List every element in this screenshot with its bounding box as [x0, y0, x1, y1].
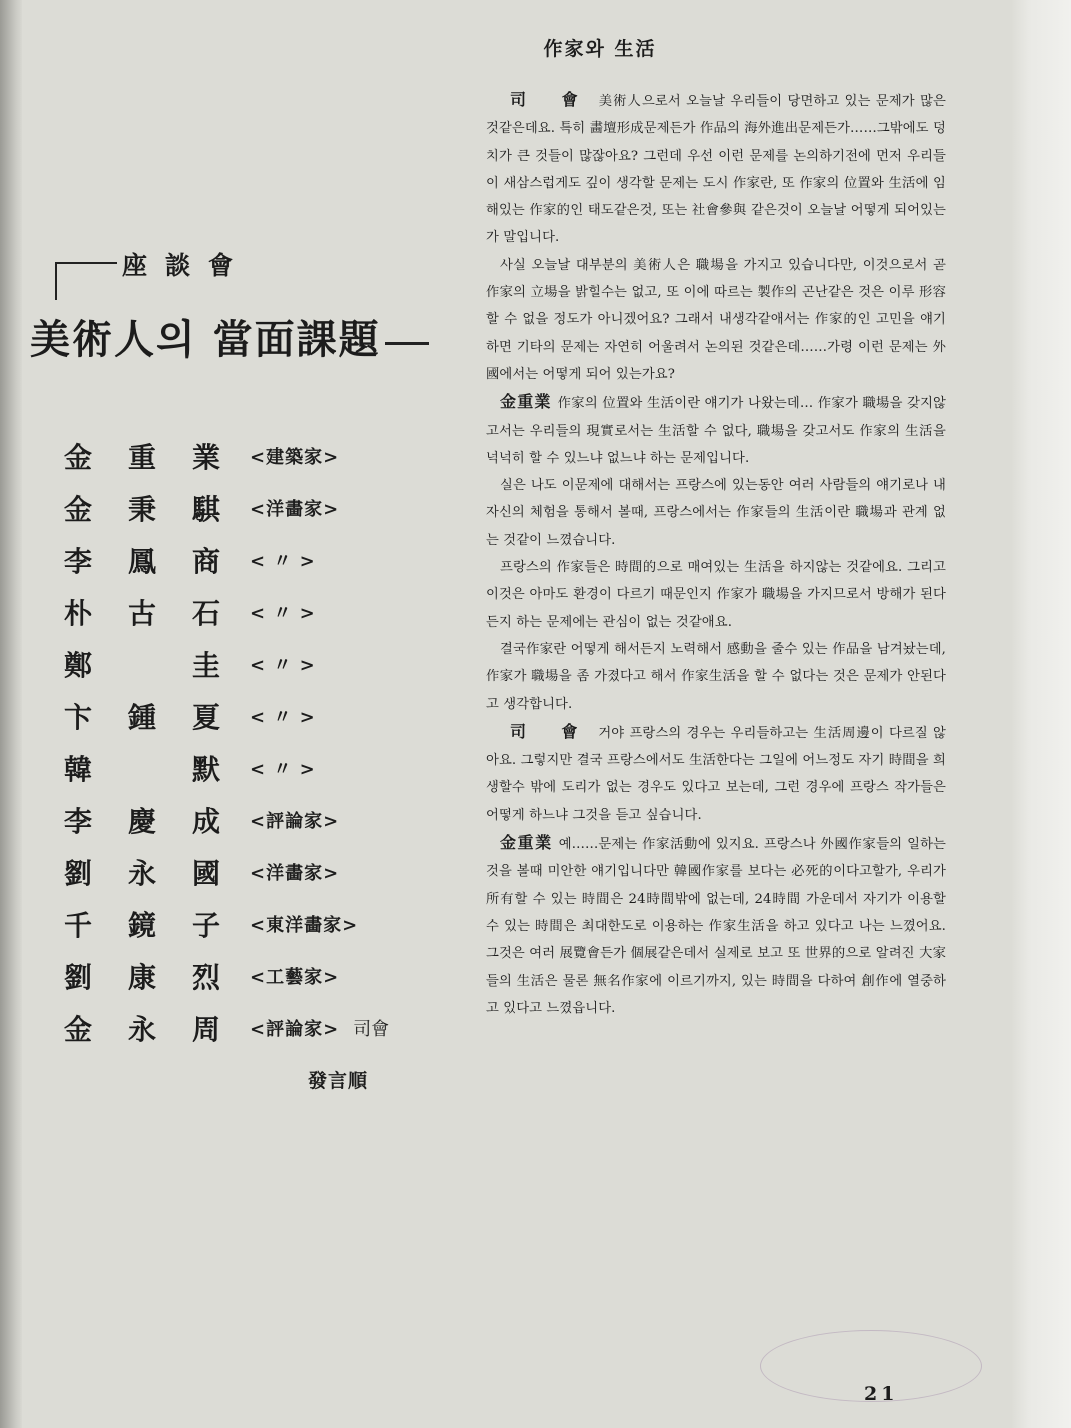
participant-name-char: 慶	[127, 805, 156, 838]
paragraph-text: 사실 오늘날 대부분의 美術人은 職場을 가지고 있습니다만, 이것으로서 곧 作家의 立場을 밝힐수는 없고, 또 이에 따르는 製作의 곤난같은 것은 이루 形容할 수 없을 정도가 아니겠어요? 그래서 내생각같애서는 作家的인 고민을 얘기하면 기타의 문제는 자연히 어울려서 논의된 것같은데……가령 이런 문제는 外國에서는 어떻게 되어 있는가요?	[486, 257, 946, 382]
participant-name-char: 夏	[191, 701, 220, 734]
participant-row	[64, 846, 464, 898]
speaker-label: 金重業	[500, 833, 553, 853]
discussion-paragraph	[486, 388, 946, 472]
participant-name-char: 成	[191, 805, 220, 838]
participant-name-char: 李	[64, 545, 93, 578]
participant-name-char: 鍾	[127, 701, 156, 734]
page-right-margin	[1011, 0, 1071, 1428]
participant-role: < 〃 >	[250, 551, 316, 572]
participant-name-char: 金	[64, 493, 93, 526]
participant-role: <評論家>	[250, 1019, 340, 1040]
participant-moderator-label: 司會	[353, 1019, 390, 1040]
participant-role: <工藝家>	[250, 967, 340, 988]
participant-name-char: 騏	[191, 493, 220, 526]
participant-name-char: 千	[64, 909, 93, 942]
participant-name-char: 劉	[64, 857, 93, 890]
paragraph-text: 거야 프랑스의 경우는 우리들하고는 生活周邊이 다르질 않아요. 그렇지만 결국 프랑스에서도 生活한다는 그일에 어느정도 자기 時間을 희생할수 밖에 도리가 없는 경우도 있다고 보는데, 그런 경우에 프랑스 작가들은 어떻게 하느냐 그것을 듣고 싶습니다.	[486, 725, 946, 823]
participant-row	[64, 950, 464, 1002]
title-dash	[385, 342, 429, 345]
participant-name-char: 古	[127, 597, 156, 630]
participant-role: <東洋畵家>	[250, 915, 359, 936]
participant-name-char: 子	[191, 909, 220, 942]
participant-name-char: 業	[191, 441, 220, 474]
participant-name-char: 李	[64, 805, 93, 838]
participant-list	[64, 430, 464, 1054]
participant-name	[64, 488, 234, 528]
participant-name-char: 重	[127, 441, 156, 474]
discussion-text	[486, 86, 946, 1022]
discussion-paragraph	[486, 472, 946, 554]
participant-name	[64, 904, 234, 944]
participant-name-char: 劉	[64, 961, 93, 994]
participant-row	[64, 586, 464, 638]
participant-row	[64, 898, 464, 950]
participant-name-char: 商	[191, 545, 220, 578]
participant-row	[64, 794, 464, 846]
discussion-paragraph	[486, 252, 946, 388]
participant-name	[64, 800, 234, 840]
participant-role: <評論家>	[250, 811, 340, 832]
feature-kicker: 座談會	[122, 251, 252, 280]
participant-role: < 〃 >	[250, 759, 316, 780]
participant-name-char: 卞	[64, 701, 93, 734]
participant-row	[64, 482, 464, 534]
discussion-paragraph	[486, 554, 946, 636]
participant-row	[64, 534, 464, 586]
discussion-paragraph	[486, 829, 946, 1022]
paragraph-text: 프랑스의 作家들은 時間的으로 매여있는 生活을 하지않는 것같에요. 그리고 이것은 아마도 환경이 다르기 때문인지 作家가 職場을 가지므로서 방해가 된다든지 하는 문제에는 관심이 없는 것같애요.	[486, 560, 946, 630]
participant-row	[64, 430, 464, 482]
feature-title-text: 美術人의 當面課題	[30, 316, 381, 363]
participant-name-char: 鄭	[64, 649, 93, 682]
page-number: 21	[864, 1383, 899, 1405]
participant-name	[64, 436, 234, 476]
speaker-label: 司 會	[510, 90, 593, 109]
participant-name-char: 周	[191, 1013, 220, 1046]
discussion-paragraph	[486, 718, 946, 829]
speaker-label: 金重業	[500, 392, 552, 412]
participant-name-char: 金	[64, 1013, 93, 1046]
participant-name-char: 永	[127, 857, 156, 890]
participant-name-char: 韓	[64, 753, 93, 786]
participant-row	[64, 742, 464, 794]
participant-role: < 〃 >	[250, 655, 316, 676]
participant-name	[64, 696, 234, 736]
discussion-paragraph	[486, 86, 946, 252]
participant-name-char: 鳳	[127, 545, 156, 578]
participant-role: < 〃 >	[250, 707, 316, 728]
participant-name	[64, 644, 234, 684]
paragraph-text: 실은 나도 이문제에 대해서는 프랑스에 있는동안 여러 사람들의 얘기로나 내자신의 체험을 통해서 볼때, 프랑스에서는 作家들의 生活이란 職場과 관계 없는 것같이 느꼈습니다.	[486, 478, 946, 548]
participant-name	[64, 1008, 234, 1048]
speaker-label: 司 會	[510, 721, 593, 741]
title-rule	[55, 262, 117, 264]
paragraph-text: 예……문제는 作家活動에 있지요. 프랑스나 外國作家들의 일하는 것을 볼때 미안한 얘기입니다만 韓國作家를 보다는 必死的이다고할가, 우리가 所有할 수 있는 時間은 24時間밖에 없는데, 24時間 가운데서 자기가 이용할 수 있는 時間은 최대한도로 이용하는 作家生活을 하고 있다고 나는 느꼈어요. 그것은 여러 展覽會든가 個展같은데서 실제로 보고 또 世界的으로 알려진 大家들의 生活은 물론 無名作家에 이르기까지, 있는 時間을 다하여 創作에 열중하고 있다고 느꼈읍니다.	[486, 837, 946, 1016]
page-binding-edge	[0, 0, 22, 1428]
participant-name-char: 烈	[191, 961, 220, 994]
participant-name-char: 金	[64, 441, 93, 474]
participant-name-char: 國	[191, 857, 220, 890]
participant-name-char: 默	[191, 753, 220, 786]
participant-name-char: 鏡	[127, 909, 156, 942]
speaking-order-note: 發言順	[308, 1070, 369, 1092]
paragraph-text: 作家의 位置와 生活이란 얘기가 나왔는데… 作家가 職場을 갖지않고서는 우리들의 現實로서는 生活할 수 없다, 職場을 갖고서도 作家의 生活을 넉넉히 할 수 있느냐 없느냐 하는 문제입니다.	[486, 396, 946, 466]
paragraph-text: 美術人으로서 오늘날 우리들이 당면하고 있는 문제가 많은 것같은데요. 특히 畵壇形成문제든가 作品의 海外進出문제든가……그밖에도 덩치가 큰 것들이 많잖아요? 그런데 우선 이런 문제를 논의하기전에 먼저 우리들이 새삼스럽게도 깊이 생각할 문제는 도시 作家란, 또 作家의 位置와 生活에 임해있는 作家的인 태도같은것, 또는 社會參與 같은것이 오늘날 어떻게 되어있는가 말입니다.	[486, 94, 946, 246]
discussion-paragraph	[486, 636, 946, 718]
participant-role: <洋畵家>	[250, 499, 340, 520]
participant-row	[64, 638, 464, 690]
participant-name-char: 秉	[127, 493, 156, 526]
participant-row	[64, 1002, 464, 1054]
participant-name	[64, 592, 234, 632]
participant-name	[64, 852, 234, 892]
paragraph-text: 결국作家란 어떻게 해서든지 노력해서 感動을 줄수 있는 作品을 남겨놨는데, 作家가 職場을 좀 가졌다고 해서 作家生活을 할 수 없다는 것은 문제가 안된다고 생각합니다.	[486, 641, 946, 712]
title-rule-vertical	[55, 262, 57, 300]
participant-name-char: 永	[127, 1013, 156, 1046]
participant-role: < 〃 >	[250, 603, 316, 624]
participant-role: <建築家>	[250, 447, 340, 468]
running-head: 作家와 生活	[543, 38, 657, 60]
participant-name-char: 朴	[64, 597, 93, 630]
participant-name-char: 康	[127, 961, 156, 994]
participant-role: <洋畵家>	[250, 863, 340, 884]
participant-name	[64, 748, 234, 788]
feature-title	[30, 308, 429, 365]
participant-name-char: 圭	[191, 649, 220, 682]
participant-name	[64, 956, 234, 996]
participant-row	[64, 690, 464, 742]
participant-name	[64, 540, 234, 580]
participant-name-char: 石	[191, 597, 220, 630]
